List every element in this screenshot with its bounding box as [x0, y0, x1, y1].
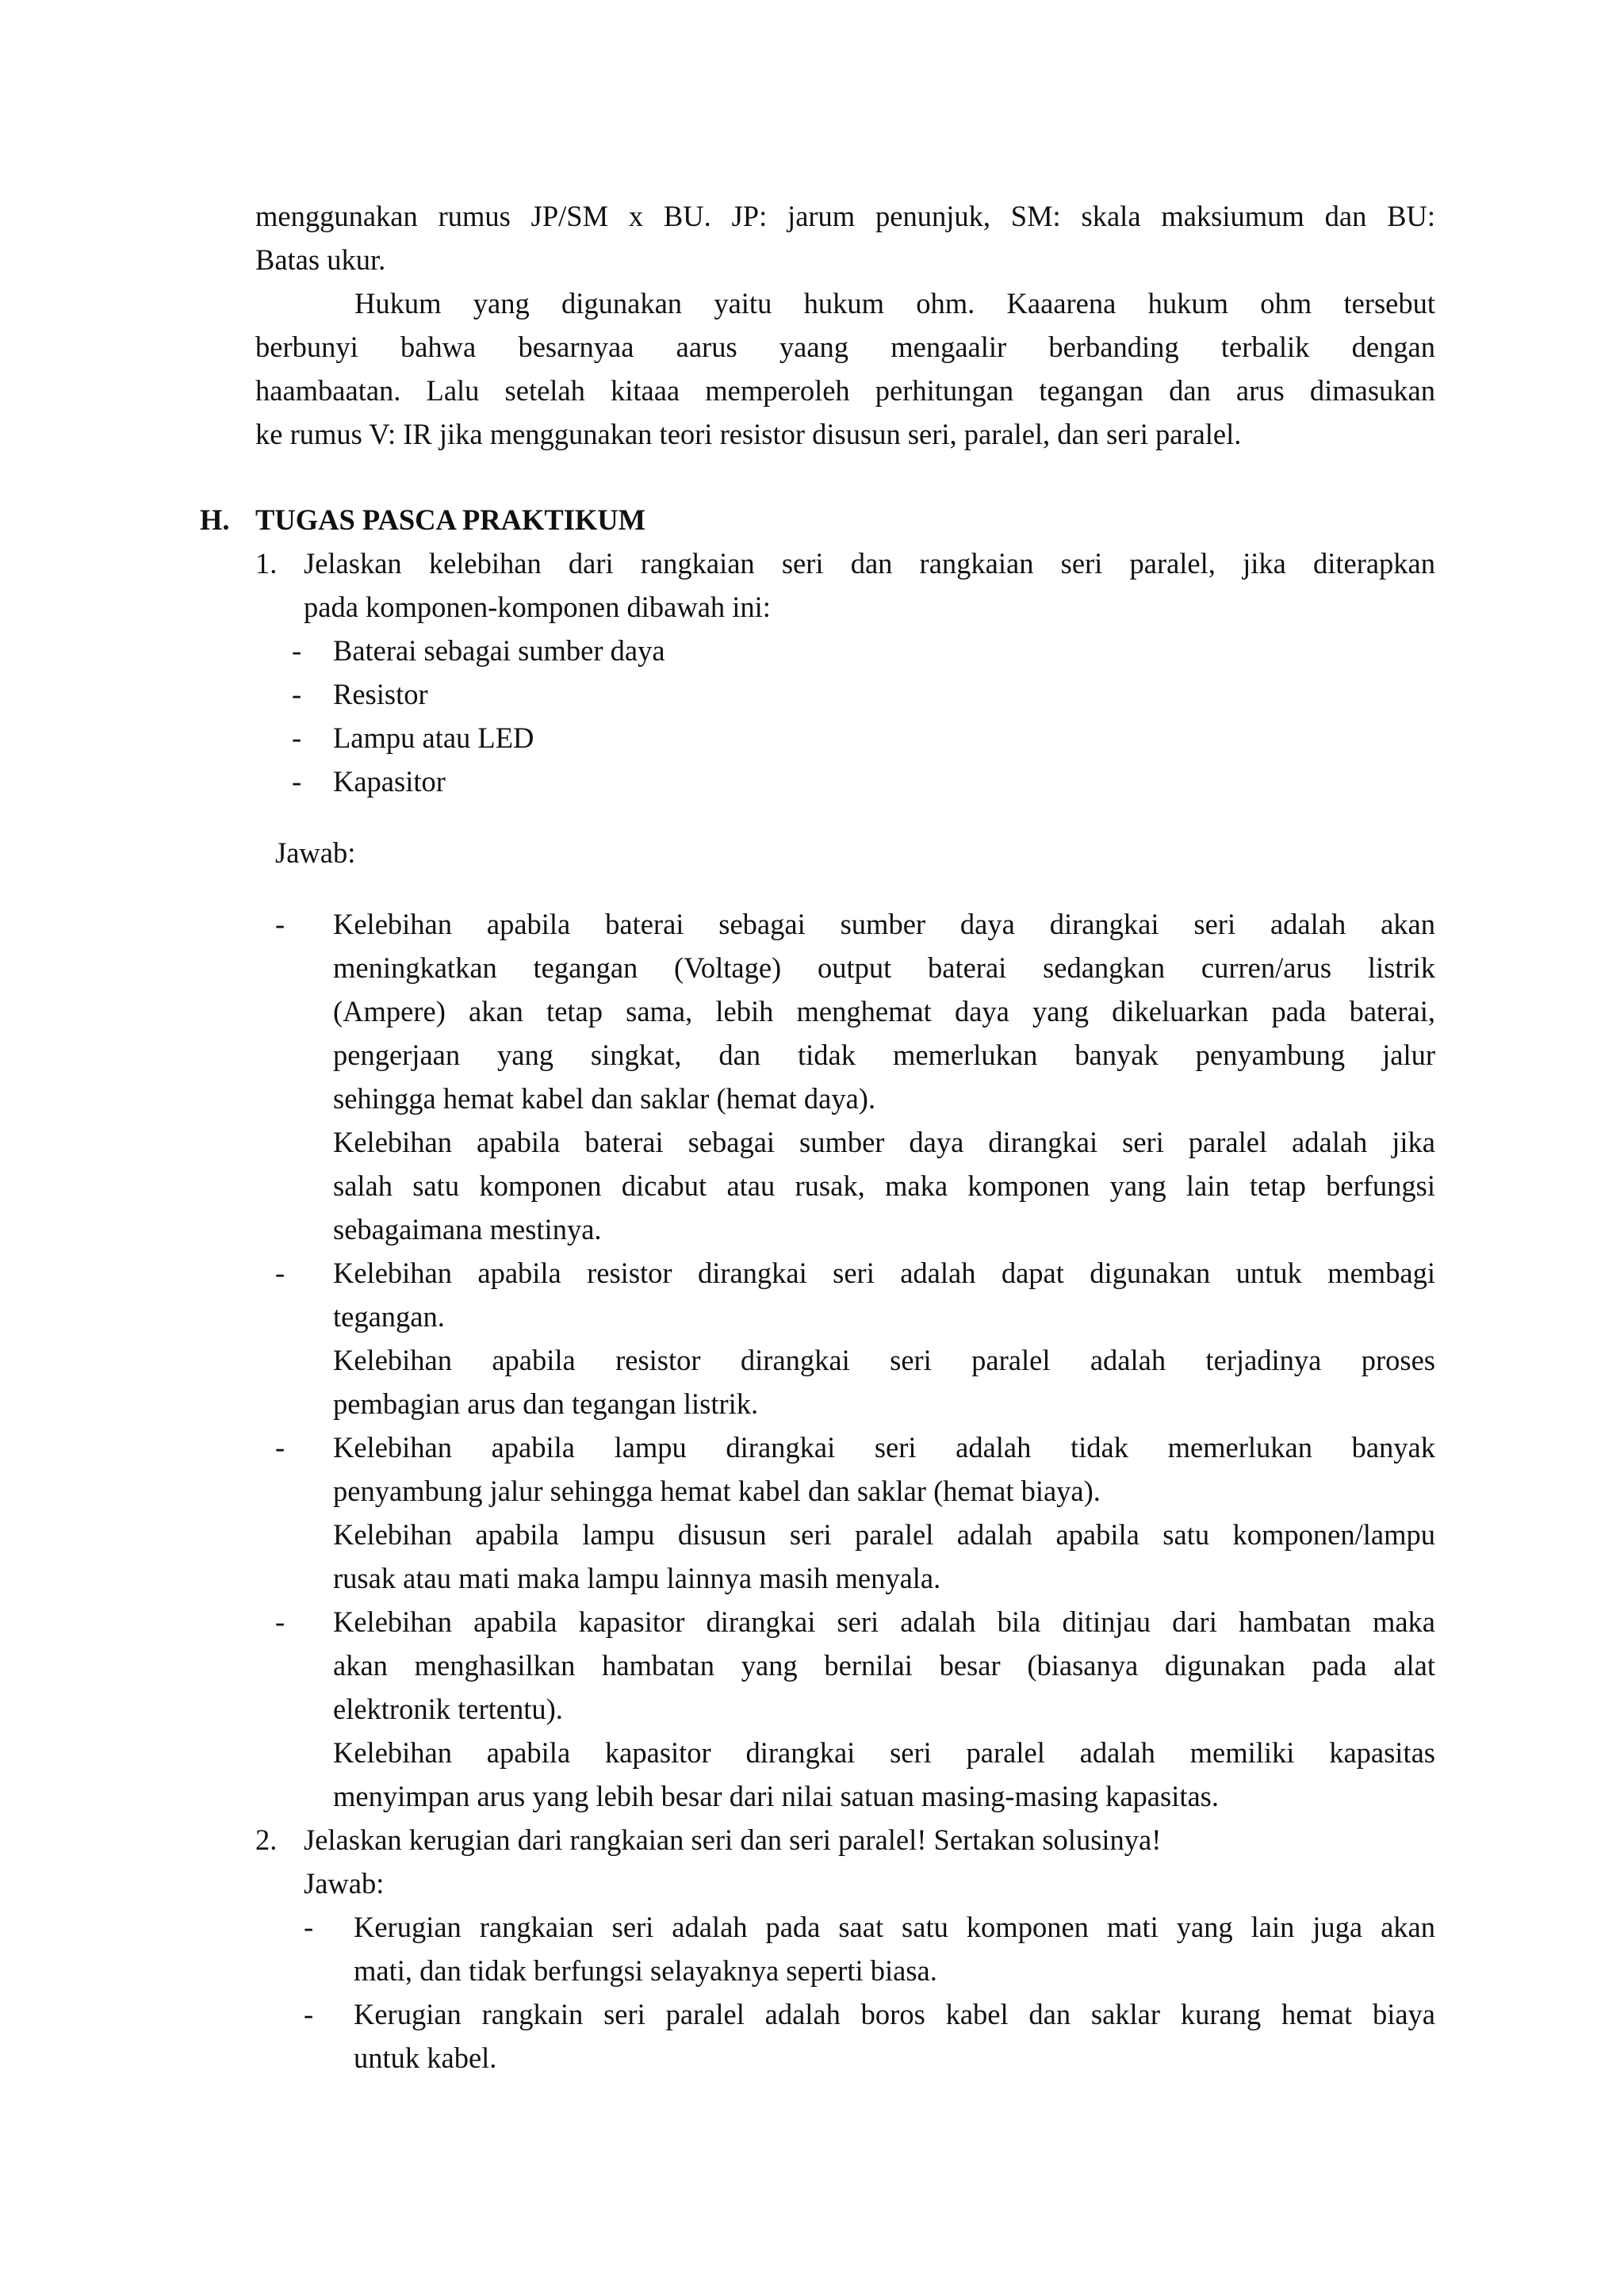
list-dash: -: [275, 908, 285, 940]
answer-line: pengerjaan yang singkat, dan tidak memerlukan banyak penyambung jalur: [333, 1039, 1435, 1071]
answer-line: mati, dan tidak berfungsi selayaknya seperti biasa.: [354, 1954, 937, 1987]
answer-line: sebagaimana mestinya.: [333, 1213, 602, 1246]
answer-line: rusak atau mati maka lampu lainnya masih menyala.: [333, 1562, 941, 1594]
list-dash: -: [292, 634, 302, 667]
answer-line: Kelebihan apabila lampu disusun seri paralel adalah apabila satu komponen/lampu: [333, 1518, 1435, 1551]
answer-line: Kelebihan apabila kapasitor dirangkai seri adalah bila ditinjau dari hambatan maka: [333, 1605, 1435, 1638]
answer-line: Kelebihan apabila resistor dirangkai seri paralel adalah terjadinya proses: [333, 1344, 1435, 1376]
list-dash: -: [304, 1998, 314, 2030]
paragraph-line: haambaatan. Lalu setelah kitaaa memperoleh perhitungan tegangan dan arus dimasukan: [255, 374, 1435, 407]
list-dash: -: [292, 765, 302, 798]
answer-line: sehingga hemat kabel dan saklar (hemat daya).: [333, 1082, 876, 1115]
question-line: Jelaskan kerugian dari rangkaian seri dan seri paralel! Sertakan solusinya!: [304, 1823, 1162, 1856]
answer-line: Kelebihan apabila baterai sebagai sumber daya dirangkai seri paralel adalah jika: [333, 1126, 1435, 1158]
answer-line: elektronik tertentu).: [333, 1693, 563, 1725]
answer-line: Kerugian rangkaian seri adalah pada saat satu komponen mati yang lain juga akan: [354, 1911, 1435, 1943]
list-dash: -: [292, 721, 302, 754]
answer-line: akan menghasilkan hambatan yang bernilai besar (biasanya digunakan pada alat: [333, 1649, 1435, 1682]
answer-line: Kelebihan apabila resistor dirangkai seri adalah dapat digunakan untuk membagi: [333, 1257, 1435, 1289]
list-dash: -: [292, 678, 302, 710]
answer-line: untuk kabel.: [354, 2042, 497, 2074]
paragraph-line: Hukum yang digunakan yaitu hukum ohm. Kaaarena hukum ohm tersebut: [354, 287, 1435, 320]
answer-line: Kelebihan apabila baterai sebagai sumber daya dirangkai seri adalah akan: [333, 908, 1435, 940]
list-item: Lampu atau LED: [333, 721, 534, 754]
list-dash: -: [275, 1431, 285, 1464]
answer-line: Kelebihan apabila lampu dirangkai seri adalah tidak memerlukan banyak: [333, 1431, 1435, 1464]
question-line: pada komponen-komponen dibawah ini:: [304, 591, 771, 623]
list-dash: -: [275, 1257, 285, 1289]
answer-line: tegangan.: [333, 1300, 445, 1333]
answer-line: Kerugian rangkain seri paralel adalah boros kabel dan saklar kurang hemat biaya: [354, 1998, 1435, 2030]
answer-label: Jawab:: [304, 1867, 385, 1900]
answer-line: penyambung jalur sehingga hemat kabel dan saklar (hemat biaya).: [333, 1475, 1101, 1507]
answer-label: Jawab:: [275, 836, 356, 869]
answer-line: Kelebihan apabila kapasitor dirangkai seri paralel adalah memiliki kapasitas: [333, 1736, 1435, 1769]
answer-line: meningkatkan tegangan (Voltage) output baterai sedangkan curren/arus listrik: [333, 951, 1435, 984]
question-line: Jelaskan kelebihan dari rangkaian seri dan rangkaian seri paralel, jika diterapkan: [304, 547, 1435, 580]
paragraph-line: menggunakan rumus JP/SM x BU. JP: jarum penunjuk, SM: skala maksiumum dan BU:: [255, 200, 1435, 232]
question-number: 1.: [255, 547, 278, 580]
paragraph-line: berbunyi bahwa besarnyaa aarus yaang mengaalir berbanding terbalik dengan: [255, 331, 1435, 363]
paragraph-line: ke rumus V: IR jika menggunakan teori resistor disusun seri, paralel, dan seri paralel.: [255, 418, 1242, 450]
list-dash: -: [304, 1911, 314, 1943]
section-title: TUGAS PASCA PRAKTIKUM: [255, 503, 646, 536]
answer-line: pembagian arus dan tegangan listrik.: [333, 1387, 759, 1420]
list-dash: -: [275, 1605, 285, 1638]
paragraph-line: Batas ukur.: [255, 243, 386, 276]
section-letter: H.: [200, 503, 230, 536]
list-item: Resistor: [333, 678, 428, 710]
answer-line: menyimpan arus yang lebih besar dari nilai satuan masing-masing kapasitas.: [333, 1780, 1220, 1812]
question-number: 2.: [255, 1823, 278, 1856]
list-item: Baterai sebagai sumber daya: [333, 634, 665, 667]
answer-line: (Ampere) akan tetap sama, lebih menghemat daya yang dikeluarkan pada baterai,: [333, 995, 1435, 1027]
answer-line: salah satu komponen dicabut atau rusak, maka komponen yang lain tetap berfungsi: [333, 1169, 1435, 1202]
list-item: Kapasitor: [333, 765, 446, 798]
